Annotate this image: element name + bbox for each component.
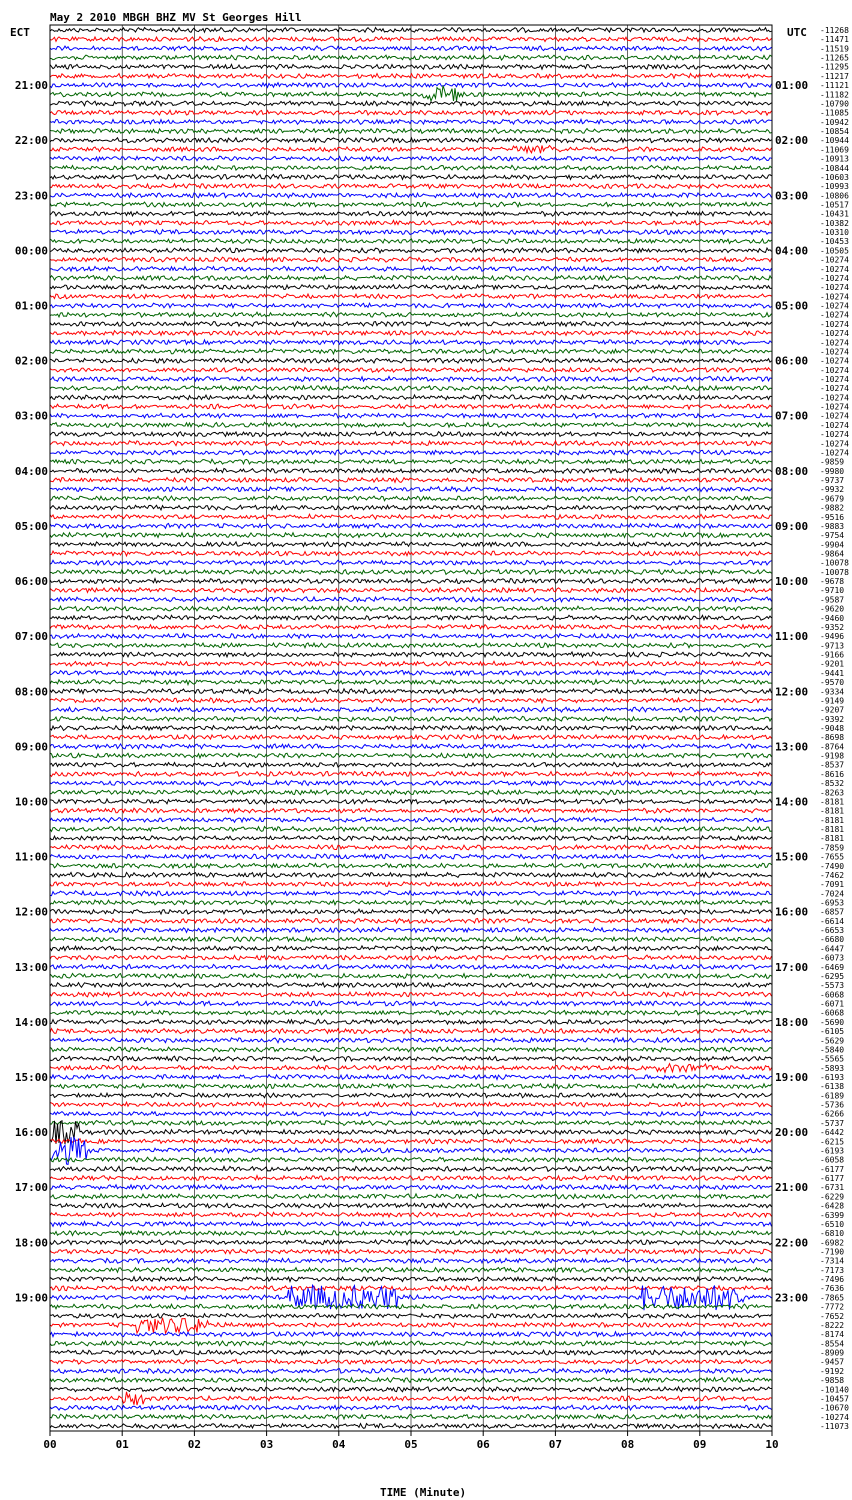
row-offset-label: -6982 (820, 1238, 845, 1248)
right-hour-label: 14:00 (775, 795, 809, 809)
row-offset-label: -10274 (820, 448, 849, 458)
row-offset-label: -11182 (820, 90, 849, 100)
row-offset-label: -9516 (820, 512, 845, 522)
row-offset-label: -10274 (820, 402, 849, 412)
row-offset-label: -10382 (820, 218, 849, 228)
right-hour-label: 18:00 (775, 1015, 809, 1029)
right-hour-labels (775, 79, 808, 1304)
right-axis-label: UTC (787, 26, 807, 39)
row-offset-label: -6399 (820, 1210, 845, 1220)
left-hour-label: 03:00 (14, 409, 48, 423)
left-hour-label: 19:00 (14, 1291, 48, 1305)
left-hour-label: 12:00 (14, 905, 48, 919)
row-offset-label: -6680 (820, 935, 845, 945)
row-offset-label: -10274 (820, 411, 849, 421)
right-hour-label: 16:00 (775, 905, 809, 919)
row-offset-label: -10806 (820, 191, 849, 201)
row-offset-label: -8181 (820, 815, 845, 825)
row-offset-label: -9882 (820, 503, 845, 513)
row-offset-label: -10274 (820, 283, 849, 293)
row-offset-label: -11268 (820, 26, 849, 35)
row-offset-label: -6193 (820, 1073, 845, 1082)
row-offset-label: -5565 (820, 1054, 845, 1064)
row-offset-label: -5690 (820, 1017, 845, 1027)
row-offset-label: -6428 (820, 1201, 845, 1211)
row-offset-label: -10274 (820, 439, 849, 449)
row-offset-label: -6215 (820, 1137, 845, 1147)
left-hour-label: 10:00 (14, 795, 48, 809)
row-offset-label: -11295 (820, 62, 849, 72)
row-offset-label: -10274 (820, 430, 849, 440)
right-hour-label: 15:00 (775, 850, 809, 864)
row-offset-label: -11217 (820, 71, 849, 81)
row-offset-label: -6189 (820, 1091, 845, 1101)
row-offset-label: -10993 (820, 182, 849, 192)
row-offset-label: -9883 (820, 521, 845, 531)
chart-title: May 2 2010 MBGH BHZ MV St Georges Hill (50, 11, 302, 24)
row-offset-label: -8222 (820, 1320, 845, 1330)
x-tick-label: 02 (187, 1438, 202, 1451)
right-hour-label: 09:00 (775, 519, 809, 533)
row-offset-label: -8181 (820, 825, 845, 835)
left-hour-label: 07:00 (14, 630, 48, 644)
row-offset-label: -6614 (820, 916, 845, 926)
left-hour-label: 05:00 (14, 519, 48, 533)
left-hour-label: 08:00 (14, 685, 48, 699)
row-offset-label: -11121 (820, 81, 849, 91)
row-offset-label: -10274 (820, 338, 849, 348)
row-offset-label: -10274 (820, 384, 849, 394)
row-offset-label: -7190 (820, 1247, 845, 1257)
row-offset-label: -10274 (820, 1412, 849, 1422)
row-offset-label: -9460 (820, 613, 845, 623)
x-tick-label: 05 (404, 1438, 418, 1451)
row-offset-label: -5629 (820, 1036, 845, 1046)
x-tick-label: 01 (115, 1438, 129, 1451)
row-offset-label: -9198 (820, 751, 845, 761)
row-offset-label: -10274 (820, 393, 849, 403)
row-offset-label: -6071 (820, 999, 845, 1009)
row-offset-label: -7655 (820, 852, 845, 862)
row-offset-label: -10944 (820, 136, 849, 146)
row-offset-label: -9858 (820, 1376, 845, 1386)
right-hour-label: 07:00 (775, 409, 809, 423)
left-hour-label: 00:00 (14, 244, 48, 258)
row-offset-label: -9620 (820, 604, 845, 614)
right-hour-label: 04:00 (775, 244, 809, 258)
row-offset-label: -5737 (820, 1118, 845, 1128)
row-offset-label: -10790 (820, 99, 849, 109)
row-offset-label: -8554 (820, 1339, 845, 1349)
right-hour-label: 05:00 (775, 299, 809, 313)
row-offset-label: -6105 (820, 1027, 845, 1037)
x-tick-label: 06 (476, 1438, 490, 1451)
row-offset-label: -6857 (820, 907, 845, 917)
row-offset-label: -8537 (820, 760, 845, 770)
right-hour-label: 01:00 (775, 79, 809, 93)
row-offset-label: -6138 (820, 1082, 845, 1092)
left-hour-label: 16:00 (14, 1126, 48, 1140)
left-hour-label: 04:00 (14, 464, 48, 478)
row-offset-label: -9904 (820, 540, 845, 550)
x-tick-label: 09 (693, 1438, 707, 1451)
row-offset-label: -10274 (820, 301, 849, 311)
right-hour-label: 10:00 (775, 575, 809, 589)
left-hour-label: 02:00 (14, 354, 48, 368)
row-offset-label: -10603 (820, 172, 849, 182)
row-offset-label: -9496 (820, 632, 845, 642)
row-offset-label: -11519 (820, 44, 849, 54)
row-offset-label: -10310 (820, 228, 849, 238)
row-offset-label: -8174 (820, 1330, 845, 1340)
right-hour-label: 17:00 (775, 960, 809, 974)
row-offset-label: -7772 (820, 1302, 845, 1312)
row-offset-label: -6193 (820, 1146, 845, 1156)
row-offset-label: -6953 (820, 898, 845, 908)
left-hour-label: 09:00 (14, 740, 48, 754)
row-offset-label: -8764 (820, 742, 845, 752)
row-offset-label: -9207 (820, 705, 845, 715)
row-offset-label: -5573 (820, 981, 845, 991)
row-offset-label: -10274 (820, 347, 849, 357)
row-offset-label: -9980 (820, 466, 845, 476)
x-tick-label: 04 (332, 1438, 346, 1451)
right-hour-label: 23:00 (775, 1291, 809, 1305)
left-hour-label: 06:00 (14, 575, 48, 589)
row-offset-label: -8698 (820, 733, 845, 743)
row-offset-label: -11085 (820, 108, 849, 118)
row-offset-label: -9441 (820, 668, 845, 678)
right-hour-label: 19:00 (775, 1071, 809, 1084)
row-offset-label: -6073 (820, 953, 845, 963)
row-offset-label: -9713 (820, 641, 845, 651)
left-axis-label: ECT (10, 26, 30, 39)
row-offset-label: -9754 (820, 531, 845, 541)
row-offset-label: -9710 (820, 586, 845, 596)
row-offset-label: -10457 (820, 1394, 849, 1404)
row-offset-label: -10274 (820, 273, 849, 283)
right-hour-label: 08:00 (775, 464, 809, 478)
x-tick-label: 03 (259, 1438, 274, 1451)
row-offset-labels (820, 26, 849, 1431)
row-offset-label: -7496 (820, 1275, 845, 1285)
row-offset-label: -9201 (820, 659, 845, 669)
row-offset-label: -9859 (820, 457, 845, 467)
row-offset-label: -11069 (820, 145, 849, 155)
row-offset-label: -9166 (820, 650, 845, 660)
row-offset-label: -9932 (820, 485, 845, 495)
row-offset-label: -11471 (820, 35, 849, 45)
left-hour-label: 23:00 (14, 189, 48, 203)
right-hour-label: 12:00 (775, 685, 809, 699)
row-offset-label: -6266 (820, 1109, 845, 1119)
row-offset-label: -6229 (820, 1192, 845, 1202)
row-offset-label: -7652 (820, 1311, 845, 1321)
row-offset-label: -9048 (820, 724, 845, 733)
row-offset-label: -10854 (820, 127, 849, 137)
row-offset-label: -10517 (820, 200, 849, 210)
x-axis-label: TIME (Minute) (380, 1486, 467, 1499)
right-hour-label: 20:00 (775, 1126, 809, 1140)
row-offset-label: -6058 (820, 1155, 845, 1165)
row-offset-label: -9678 (820, 577, 845, 587)
row-offset-label: -6510 (820, 1219, 845, 1229)
row-offset-label: -10274 (820, 310, 849, 320)
row-offset-label: -7024 (820, 889, 845, 899)
left-hour-labels (15, 79, 48, 1304)
row-offset-label: -6177 (820, 1174, 845, 1184)
left-hour-label: 01:00 (14, 299, 48, 313)
row-offset-label: -9570 (820, 678, 845, 688)
row-offset-label: -10274 (820, 365, 849, 375)
left-hour-label: 11:00 (14, 850, 48, 864)
row-offset-label: -8532 (820, 779, 845, 789)
left-hour-label: 18:00 (14, 1236, 48, 1250)
row-offset-label: -7462 (820, 870, 845, 880)
row-offset-label: -10274 (820, 356, 849, 366)
row-offset-label: -6731 (820, 1183, 845, 1193)
row-offset-label: -10670 (820, 1403, 849, 1413)
row-offset-label: -8263 (820, 788, 845, 798)
row-offset-label: -7314 (820, 1256, 845, 1266)
row-offset-label: -9737 (820, 476, 845, 486)
row-offset-label: -6442 (820, 1128, 845, 1138)
right-hour-label: 21:00 (775, 1181, 809, 1195)
row-offset-label: -10140 (820, 1385, 849, 1395)
row-offset-label: -7091 (820, 880, 845, 890)
row-offset-label: -9679 (820, 494, 845, 504)
row-offset-label: -8181 (820, 797, 845, 807)
row-offset-label: -8181 (820, 834, 845, 844)
row-offset-label: -7859 (820, 843, 845, 853)
left-hour-label: 17:00 (14, 1181, 48, 1195)
row-offset-label: -10274 (820, 319, 849, 329)
left-hour-label: 14:00 (14, 1015, 48, 1029)
row-offset-label: -7173 (820, 1265, 845, 1275)
row-offset-label: -10274 (820, 375, 849, 384)
row-offset-label: -10274 (820, 255, 849, 265)
row-offset-label: -9149 (820, 696, 845, 706)
row-offset-label: -10274 (820, 420, 849, 430)
right-hour-label: 03:00 (775, 189, 809, 203)
row-offset-label: -9352 (820, 622, 845, 632)
row-offset-label: -6295 (820, 971, 845, 981)
row-offset-label: -8616 (820, 769, 845, 779)
row-offset-label: -11265 (820, 53, 849, 63)
row-offset-label: -9192 (820, 1366, 845, 1376)
row-offset-label: -5736 (820, 1100, 845, 1110)
row-offset-label: -10453 (820, 237, 849, 247)
row-offset-label: -10078 (820, 558, 849, 568)
row-offset-label: -9392 (820, 714, 845, 724)
row-offset-label: -10274 (820, 292, 849, 302)
row-offset-label: -8909 (820, 1348, 845, 1358)
row-offset-label: -10844 (820, 163, 849, 173)
row-offset-label: -7490 (820, 861, 845, 871)
row-offset-label: -9864 (820, 549, 845, 559)
left-hour-label: 21:00 (14, 79, 48, 93)
row-offset-label: -10274 (820, 329, 849, 339)
row-offset-label: -10505 (820, 246, 849, 256)
x-axis-ticks (43, 1431, 778, 1451)
row-offset-label: -10913 (820, 154, 849, 164)
row-offset-label: -6469 (820, 962, 845, 972)
right-hour-label: 13:00 (775, 740, 809, 754)
row-offset-label: -9457 (820, 1357, 845, 1367)
left-hour-label: 13:00 (14, 960, 48, 974)
row-offset-label: -6068 (820, 990, 845, 1000)
row-offset-label: -9334 (820, 687, 845, 697)
row-offset-label: -7636 (820, 1284, 845, 1294)
row-offset-label: -10274 (820, 264, 849, 274)
row-offset-label: -7865 (820, 1293, 845, 1303)
row-offset-label: -11073 (820, 1422, 849, 1431)
row-offset-label: -6177 (820, 1164, 845, 1174)
x-tick-label: 07 (548, 1438, 563, 1451)
x-tick-label: 08 (620, 1438, 635, 1451)
row-offset-label: -10942 (820, 117, 849, 127)
right-hour-label: 06:00 (775, 354, 809, 368)
row-offset-label: -5893 (820, 1063, 845, 1073)
row-offset-label: -8181 (820, 806, 845, 816)
row-offset-label: -6653 (820, 926, 845, 936)
row-offset-label: -6810 (820, 1229, 845, 1239)
row-offset-label: -6447 (820, 944, 845, 954)
row-offset-label: -10078 (820, 567, 849, 577)
x-tick-label: 00 (43, 1438, 57, 1451)
right-hour-label: 11:00 (775, 630, 809, 644)
row-offset-label: -10431 (820, 209, 849, 219)
x-tick-label: 10 (765, 1438, 779, 1451)
right-hour-label: 22:00 (775, 1236, 809, 1250)
left-hour-label: 15:00 (14, 1071, 48, 1084)
row-offset-label: -5840 (820, 1045, 845, 1055)
right-hour-label: 02:00 (775, 134, 809, 148)
row-offset-label: -6068 (820, 1008, 845, 1018)
row-offset-label: -9587 (820, 595, 845, 605)
left-hour-label: 22:00 (14, 134, 48, 148)
